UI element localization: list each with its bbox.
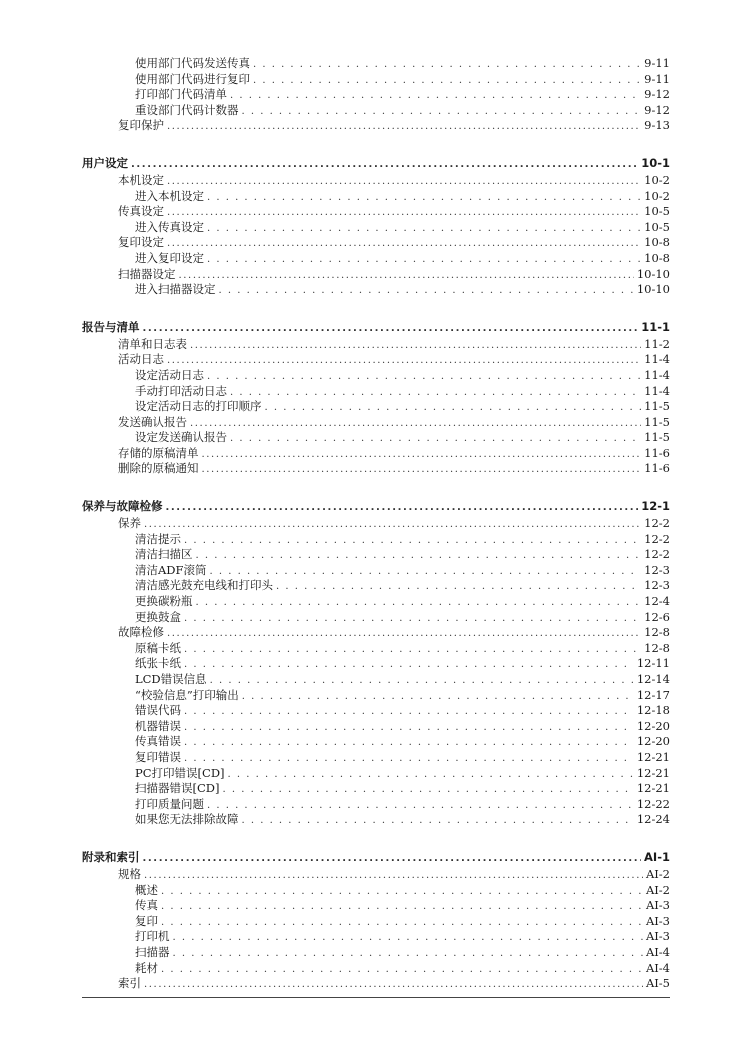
toc-entry[interactable] (82, 352, 670, 368)
toc-entry[interactable] (82, 337, 670, 353)
dot-leader (143, 849, 642, 868)
dot-leader (184, 735, 634, 751)
toc-entry[interactable] (82, 72, 670, 88)
toc-entry[interactable] (82, 594, 670, 610)
dot-leader (219, 283, 634, 299)
toc-entry-page: 12-18 (636, 703, 670, 718)
toc-entry-page: 9-11 (644, 56, 670, 70)
section-gap (82, 298, 670, 318)
toc-entry-label: 保养与故障检修 (82, 499, 163, 514)
dot-leader (184, 642, 641, 658)
dot-leader (167, 174, 641, 190)
dot-leader (207, 252, 641, 268)
toc-entry-label: 本机设定 (118, 172, 164, 187)
toc-entry-page: 11-2 (644, 336, 670, 351)
toc-entry-label: LCD错误信息 (135, 672, 207, 686)
toc-entry-label: 设定活动日志的打印顺序 (135, 399, 262, 414)
dot-leader (207, 369, 641, 385)
toc-entry-label: 耗材 (135, 960, 158, 975)
dot-leader (276, 579, 641, 595)
dot-leader (253, 73, 641, 89)
toc-entry-page: 12-20 (636, 734, 670, 749)
toc-entry-label: 错误代码 (135, 703, 181, 718)
toc-entry[interactable] (82, 812, 670, 828)
toc-entry-label: 使用部门代码进行复印 (135, 71, 250, 86)
toc-entry-label: 清洁提示 (135, 531, 181, 546)
toc-entry-label: 报告与清单 (82, 319, 140, 334)
toc-entry-label: 打印质量问题 (135, 796, 204, 811)
dot-leader (207, 221, 641, 237)
toc-entry-label: 进入本机设定 (135, 188, 204, 203)
toc-entry[interactable] (82, 610, 670, 626)
toc-entry[interactable] (82, 368, 670, 384)
toc-entry-label: 概述 (135, 882, 158, 897)
dot-leader (230, 385, 641, 401)
toc-entry-label: 使用部门代码发送传真 (135, 56, 250, 70)
dot-leader (230, 431, 641, 447)
dot-leader (184, 720, 634, 736)
toc-entry[interactable] (82, 415, 670, 431)
toc-entry-page: 10-2 (644, 172, 670, 187)
toc-entry[interactable] (82, 251, 670, 267)
dot-leader (144, 977, 643, 993)
toc-entry-page: 11-5 (644, 414, 670, 429)
dot-leader (184, 611, 641, 627)
dot-leader (210, 564, 642, 580)
toc-entry-page: 12-6 (644, 609, 670, 624)
dot-leader (228, 767, 634, 783)
toc-entry[interactable] (82, 719, 670, 735)
toc-entry-label: 打印机 (135, 929, 170, 944)
toc-entry[interactable] (82, 87, 670, 103)
toc-entry-label: 发送确认报告 (118, 414, 187, 429)
toc-entry-label: 规格 (118, 866, 141, 881)
dot-leader (190, 338, 641, 354)
toc-entry-page: AI-3 (645, 898, 670, 913)
toc-entry-page: 11-5 (644, 399, 670, 414)
dot-leader (184, 704, 634, 720)
toc-entry[interactable] (82, 734, 670, 750)
toc-entry-label: 复印 (135, 913, 158, 928)
dot-leader (173, 930, 643, 946)
toc-entry-label: 纸张卡纸 (135, 656, 181, 671)
toc-entry[interactable] (82, 625, 670, 641)
toc-entry-label: 复印错误 (135, 749, 181, 764)
toc-entry[interactable] (82, 976, 670, 992)
toc-entry-label: 索引 (118, 976, 141, 991)
toc-entry-label: 清洁扫描区 (135, 547, 193, 562)
dot-leader (242, 813, 634, 829)
toc-entry-page: 12-21 (636, 781, 670, 796)
toc-entry[interactable] (82, 883, 670, 899)
toc-entry-label: 打印部门代码清单 (135, 87, 227, 102)
toc-entry[interactable] (82, 56, 670, 72)
dot-leader (202, 462, 642, 478)
toc-entry[interactable] (82, 929, 670, 945)
toc-entry-page: AI-4 (645, 944, 670, 959)
toc-entry-page: 9-12 (644, 87, 670, 102)
toc-entry[interactable] (82, 547, 670, 563)
toc-entry-page: 11-4 (644, 383, 670, 398)
toc-entry-page: 12-4 (644, 594, 670, 609)
toc-entry-page: 12-21 (636, 749, 670, 764)
toc-entry-label: 传真错误 (135, 734, 181, 749)
toc-entry[interactable] (82, 189, 670, 205)
toc-entry-page: 11-6 (644, 445, 670, 460)
dot-leader (223, 782, 634, 798)
toc-entry[interactable] (82, 961, 670, 977)
dot-leader (196, 548, 642, 564)
toc-entry-label: 重设部门代码计数器 (135, 102, 239, 117)
toc-entry-label: 扫描器 (135, 944, 170, 959)
toc-entry-label: 设定活动日志 (135, 367, 204, 382)
toc-entry-page: 9-13 (644, 118, 670, 133)
toc-entry-label: 如果您无法排除故障 (135, 812, 239, 827)
toc-entry[interactable] (82, 945, 670, 961)
dot-leader (161, 899, 643, 915)
toc-entry-label: 故障检修 (118, 625, 164, 640)
dot-leader (167, 353, 641, 369)
toc-entry-page: 9-11 (644, 71, 670, 86)
toc-entry-label: 扫描器错误[CD] (135, 781, 220, 796)
dot-leader (167, 205, 641, 221)
toc-entry-label: 附录和索引 (82, 849, 140, 864)
dot-leader (143, 319, 639, 338)
footer-rule (82, 997, 670, 998)
toc-entry[interactable] (82, 563, 670, 579)
dot-leader (167, 626, 641, 642)
toc-entry-label: 扫描器设定 (118, 266, 176, 281)
toc-entry[interactable] (82, 461, 670, 477)
toc-entry-page: 12-2 (644, 547, 670, 562)
toc-entry-label: 进入扫描器设定 (135, 282, 216, 297)
toc-entry-page: AI-3 (645, 913, 670, 928)
toc-entry-page: 12-1 (641, 499, 670, 514)
toc-entry-page: 12-14 (636, 672, 670, 686)
toc-entry-label: “校验信息”打印输出 (135, 687, 239, 702)
toc-entry-page: 11-5 (644, 430, 670, 445)
table-of-contents (82, 56, 670, 992)
section-gap (82, 134, 670, 154)
toc-entry-label: 进入传真设定 (135, 219, 204, 234)
toc-entry[interactable] (82, 797, 670, 813)
toc-entry[interactable] (82, 204, 670, 220)
toc-entry[interactable] (82, 430, 670, 446)
toc-entry-label: 设定发送确认报告 (135, 430, 227, 445)
section-gap (82, 477, 670, 497)
toc-entry[interactable] (82, 173, 670, 189)
toc-entry[interactable] (82, 118, 670, 134)
toc-entry-page: 10-5 (644, 204, 670, 219)
toc-entry-label: 原稿卡纸 (135, 640, 181, 655)
dot-leader (131, 155, 638, 174)
toc-entry[interactable] (82, 399, 670, 415)
toc-entry-page: 12-2 (644, 531, 670, 546)
toc-entry-label: 删除的原稿通知 (118, 461, 199, 476)
toc-entry-label: 传真设定 (118, 204, 164, 219)
toc-entry[interactable] (82, 446, 670, 462)
dot-leader (184, 751, 634, 767)
toc-entry[interactable] (82, 781, 670, 797)
toc-entry-page: AI-2 (645, 866, 670, 881)
dot-leader (161, 962, 643, 978)
dot-leader (253, 57, 641, 73)
toc-entry[interactable] (82, 220, 670, 236)
toc-entry-label: PC打印错误[CD] (135, 765, 225, 780)
toc-entry[interactable] (82, 672, 670, 688)
toc-entry[interactable] (82, 235, 670, 251)
dot-leader (230, 88, 641, 104)
toc-entry-label: 清单和日志表 (118, 336, 187, 351)
toc-entry[interactable] (82, 532, 670, 548)
toc-entry-page: 10-5 (644, 219, 670, 234)
dot-leader (179, 268, 634, 284)
dot-leader (144, 868, 643, 884)
toc-entry-page: AI-5 (645, 976, 670, 991)
toc-entry[interactable] (82, 267, 670, 283)
dot-leader (184, 533, 641, 549)
toc-entry-page: 12-8 (644, 640, 670, 655)
toc-entry-page: 10-8 (644, 250, 670, 265)
dot-leader (184, 657, 634, 673)
toc-entry-page: 10-2 (644, 188, 670, 203)
toc-entry-page: 12-20 (636, 718, 670, 733)
toc-entry-label: 进入复印设定 (135, 250, 204, 265)
toc-entry[interactable] (82, 914, 670, 930)
toc-entry-label: 更换碳粉瓶 (135, 594, 193, 609)
toc-entry-page: AI-4 (645, 960, 670, 975)
toc-entry-page: 12-22 (636, 796, 670, 811)
toc-entry-page: AI-1 (644, 849, 670, 864)
dot-leader (161, 884, 643, 900)
toc-entry-label: 存储的原稿清单 (118, 445, 199, 460)
toc-entry[interactable] (82, 688, 670, 704)
toc-entry[interactable] (82, 898, 670, 914)
toc-entry-label: 更换鼓盒 (135, 609, 181, 624)
toc-entry-page: 11-6 (644, 461, 670, 476)
toc-entry[interactable] (82, 703, 670, 719)
toc-entry[interactable] (82, 516, 670, 532)
toc-entry[interactable] (82, 103, 670, 119)
toc-entry-page: 12-21 (636, 765, 670, 780)
toc-chapter-entry[interactable] (82, 497, 670, 516)
toc-entry[interactable] (82, 656, 670, 672)
toc-entry-page: 11-4 (644, 352, 670, 367)
toc-entry-label: 手动打印活动日志 (135, 383, 227, 398)
toc-chapter-entry[interactable] (82, 318, 670, 337)
dot-leader (167, 119, 641, 135)
toc-entry[interactable] (82, 384, 670, 400)
dot-leader (190, 416, 641, 432)
dot-leader (144, 517, 641, 533)
toc-entry-label: 活动日志 (118, 352, 164, 367)
toc-entry[interactable] (82, 282, 670, 298)
toc-entry-label: 用户设定 (82, 155, 128, 170)
toc-entry-page: 10-8 (644, 235, 670, 250)
toc-entry-page: 12-11 (636, 656, 670, 671)
toc-entry-page: 12-24 (636, 812, 670, 827)
toc-entry-label: 清洁ADF滚筒 (135, 562, 207, 577)
section-gap (82, 828, 670, 848)
dot-leader (265, 400, 642, 416)
dot-leader (173, 946, 643, 962)
toc-entry[interactable] (82, 867, 670, 883)
toc-entry[interactable] (82, 578, 670, 594)
dot-leader (161, 915, 643, 931)
toc-chapter-entry[interactable] (82, 154, 670, 173)
toc-entry-page: 10-1 (641, 155, 670, 170)
dot-leader (202, 447, 642, 463)
dot-leader (207, 190, 641, 206)
toc-entry[interactable] (82, 766, 670, 782)
toc-entry-page: AI-3 (645, 929, 670, 944)
dot-leader (167, 236, 641, 252)
toc-entry-page: 9-12 (644, 102, 670, 117)
toc-chapter-entry[interactable] (82, 848, 670, 867)
toc-entry-page: 11-4 (644, 367, 670, 382)
toc-entry-page: 10-10 (636, 282, 670, 297)
dot-leader (242, 104, 642, 120)
dot-leader (242, 689, 634, 705)
toc-entry-label: 机器错误 (135, 718, 181, 733)
toc-entry-page: AI-2 (645, 882, 670, 897)
toc-entry-label: 复印设定 (118, 235, 164, 250)
toc-entry-page: 11-1 (641, 319, 670, 334)
toc-entry-label: 传真 (135, 898, 158, 913)
dot-leader (196, 595, 642, 611)
toc-entry-page: 12-3 (644, 578, 670, 593)
toc-entry-label: 复印保护 (118, 118, 164, 133)
toc-entry-page: 10-10 (636, 266, 670, 281)
toc-entry-label: 清洁感光鼓充电线和打印头 (135, 578, 273, 593)
toc-entry[interactable] (82, 750, 670, 766)
dot-leader (207, 798, 634, 814)
dot-leader (166, 498, 639, 517)
dot-leader (210, 673, 634, 689)
toc-entry-page: 12-3 (644, 562, 670, 577)
toc-entry[interactable] (82, 641, 670, 657)
toc-entry-label: 保养 (118, 516, 141, 531)
toc-entry-page: 12-17 (636, 687, 670, 702)
toc-entry-page: 12-2 (644, 516, 670, 531)
toc-entry-page: 12-8 (644, 625, 670, 640)
